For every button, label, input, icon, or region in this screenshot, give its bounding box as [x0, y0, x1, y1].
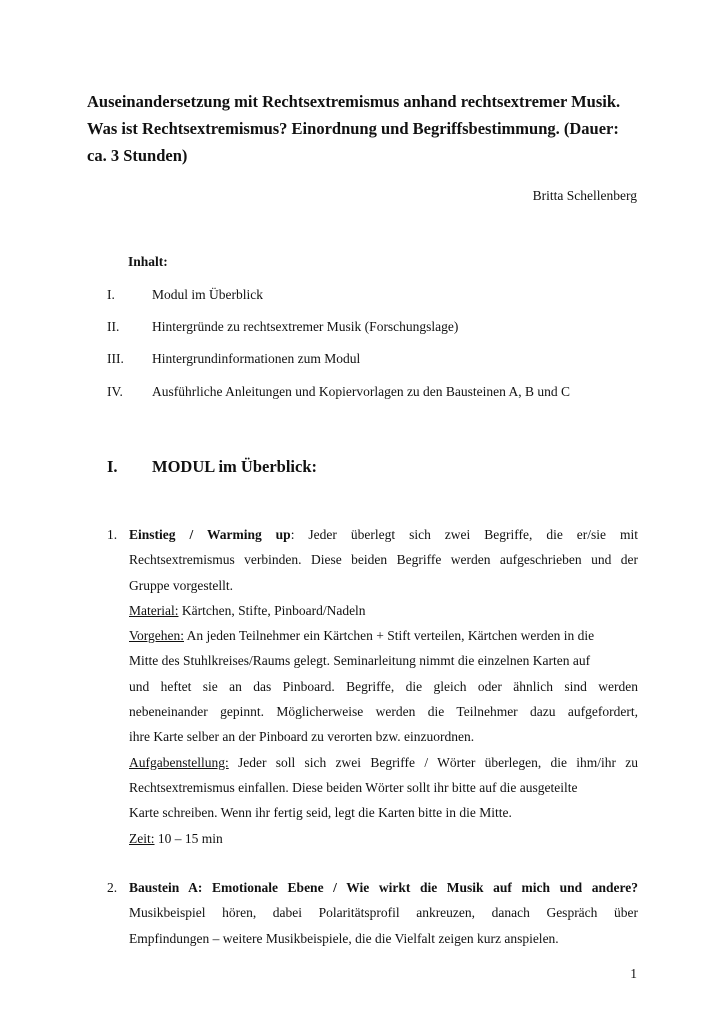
list-item-body — [129, 522, 638, 851]
vorgehen-label: Vorgehen: — [129, 628, 184, 644]
toc-item-number: IV. — [107, 384, 123, 399]
text-run: : Jeder überlegt sich zwei Begriffe, die er/sie mit — [290, 527, 638, 542]
text-run: An jeden Teilnehmer ein Kärtchen + Stift verteilen, Kärtchen werden in die — [184, 628, 595, 644]
list-item-body — [129, 875, 638, 951]
aufgabe-label: Aufgabenstellung: — [129, 754, 229, 770]
text-line: und heftet sie an das Pinboard. Begriffe, die gleich oder ähnlich sind werden — [129, 678, 638, 694]
text-run: 10 – 15 min — [154, 830, 223, 846]
text-line: Musikbeispiel hören, dabei Polaritätsprofil ankreuzen, danach Gespräch über — [129, 905, 638, 921]
author-name: Britta Schellenberg — [532, 188, 637, 203]
material-label: Material: — [129, 602, 179, 618]
text-line: nebeneinander gepinnt. Möglicherweise werden die Teilnehmer dazu aufgefordert, — [129, 704, 638, 720]
text-line: Rechtsextremismus einfallen. Diese beiden Wörter sollt ihr bitte auf die ausgeteilte — [129, 779, 578, 795]
toc-item-text: Ausführliche Anleitungen und Kopiervorlagen zu den Bausteinen A, B und C — [152, 384, 571, 399]
section-title: MODUL im Überblick: — [152, 457, 317, 476]
toc-item-number: III. — [107, 351, 124, 366]
zeit-line — [129, 826, 638, 851]
material-line — [129, 598, 638, 623]
text-line: ihre Karte selber an der Pinboard zu verorten bzw. einzuordnen. — [129, 729, 475, 745]
text-run: Jeder soll sich zwei Begriffe / Wörter überlegen, die ihm/ihr zu — [228, 754, 638, 770]
toc-item-number: I. — [107, 287, 115, 302]
toc-item-text: Modul im Überblick — [152, 287, 263, 302]
text-line: Mitte des Stuhlkreises/Raums gelegt. Seminarleitung nimmt die einzelnen Karten auf — [129, 653, 591, 669]
text-line: Karte schreiben. Wenn ihr fertig seid, legt die Karten bitte in die Mitte. — [129, 805, 512, 821]
text-line — [129, 522, 638, 547]
toc-item-number: II. — [107, 319, 120, 334]
toc-heading: Inhalt: — [128, 254, 168, 269]
document-title — [87, 88, 647, 169]
text-line: Empfindungen – weitere Musikbeispiele, die die Vielfalt zeigen kurz anspielen. — [129, 930, 559, 946]
text-line: Rechtsextremismus verbinden. Diese beiden Begriffe werden aufgeschrieben und der — [129, 552, 638, 568]
text-line: Gruppe vorgestellt. — [129, 577, 233, 593]
item-heading: Einstieg / Warming up — [129, 527, 291, 542]
title-line: ca. 3 Stunden) — [87, 146, 188, 165]
toc-item-text: Hintergrundinformationen zum Modul — [152, 351, 361, 366]
zeit-label: Zeit: — [129, 830, 155, 846]
title-line: Was ist Rechtsextremismus? Einordnung und Begriffsbestimmung. (Dauer: — [87, 119, 619, 138]
text-run: Kärtchen, Stifte, Pinboard/Nadeln — [178, 602, 366, 618]
toc-item-text: Hintergründe zu rechtsextremer Musik (Forschungslage) — [152, 319, 459, 334]
page-number: 1 — [630, 966, 637, 981]
text-line — [129, 875, 638, 900]
item-heading: Baustein A: Emotionale Ebene / Wie wirkt die Musik auf mich und andere? — [129, 880, 638, 895]
title-line: Auseinandersetzung mit Rechtsextremismus anhand rechtsextremer Musik. — [87, 92, 621, 111]
aufgabe-line — [129, 750, 638, 775]
list-item-number: 1. — [107, 527, 118, 542]
list-item-number: 2. — [107, 880, 118, 895]
section-number: I. — [107, 457, 118, 476]
vorgehen-line — [129, 623, 638, 648]
